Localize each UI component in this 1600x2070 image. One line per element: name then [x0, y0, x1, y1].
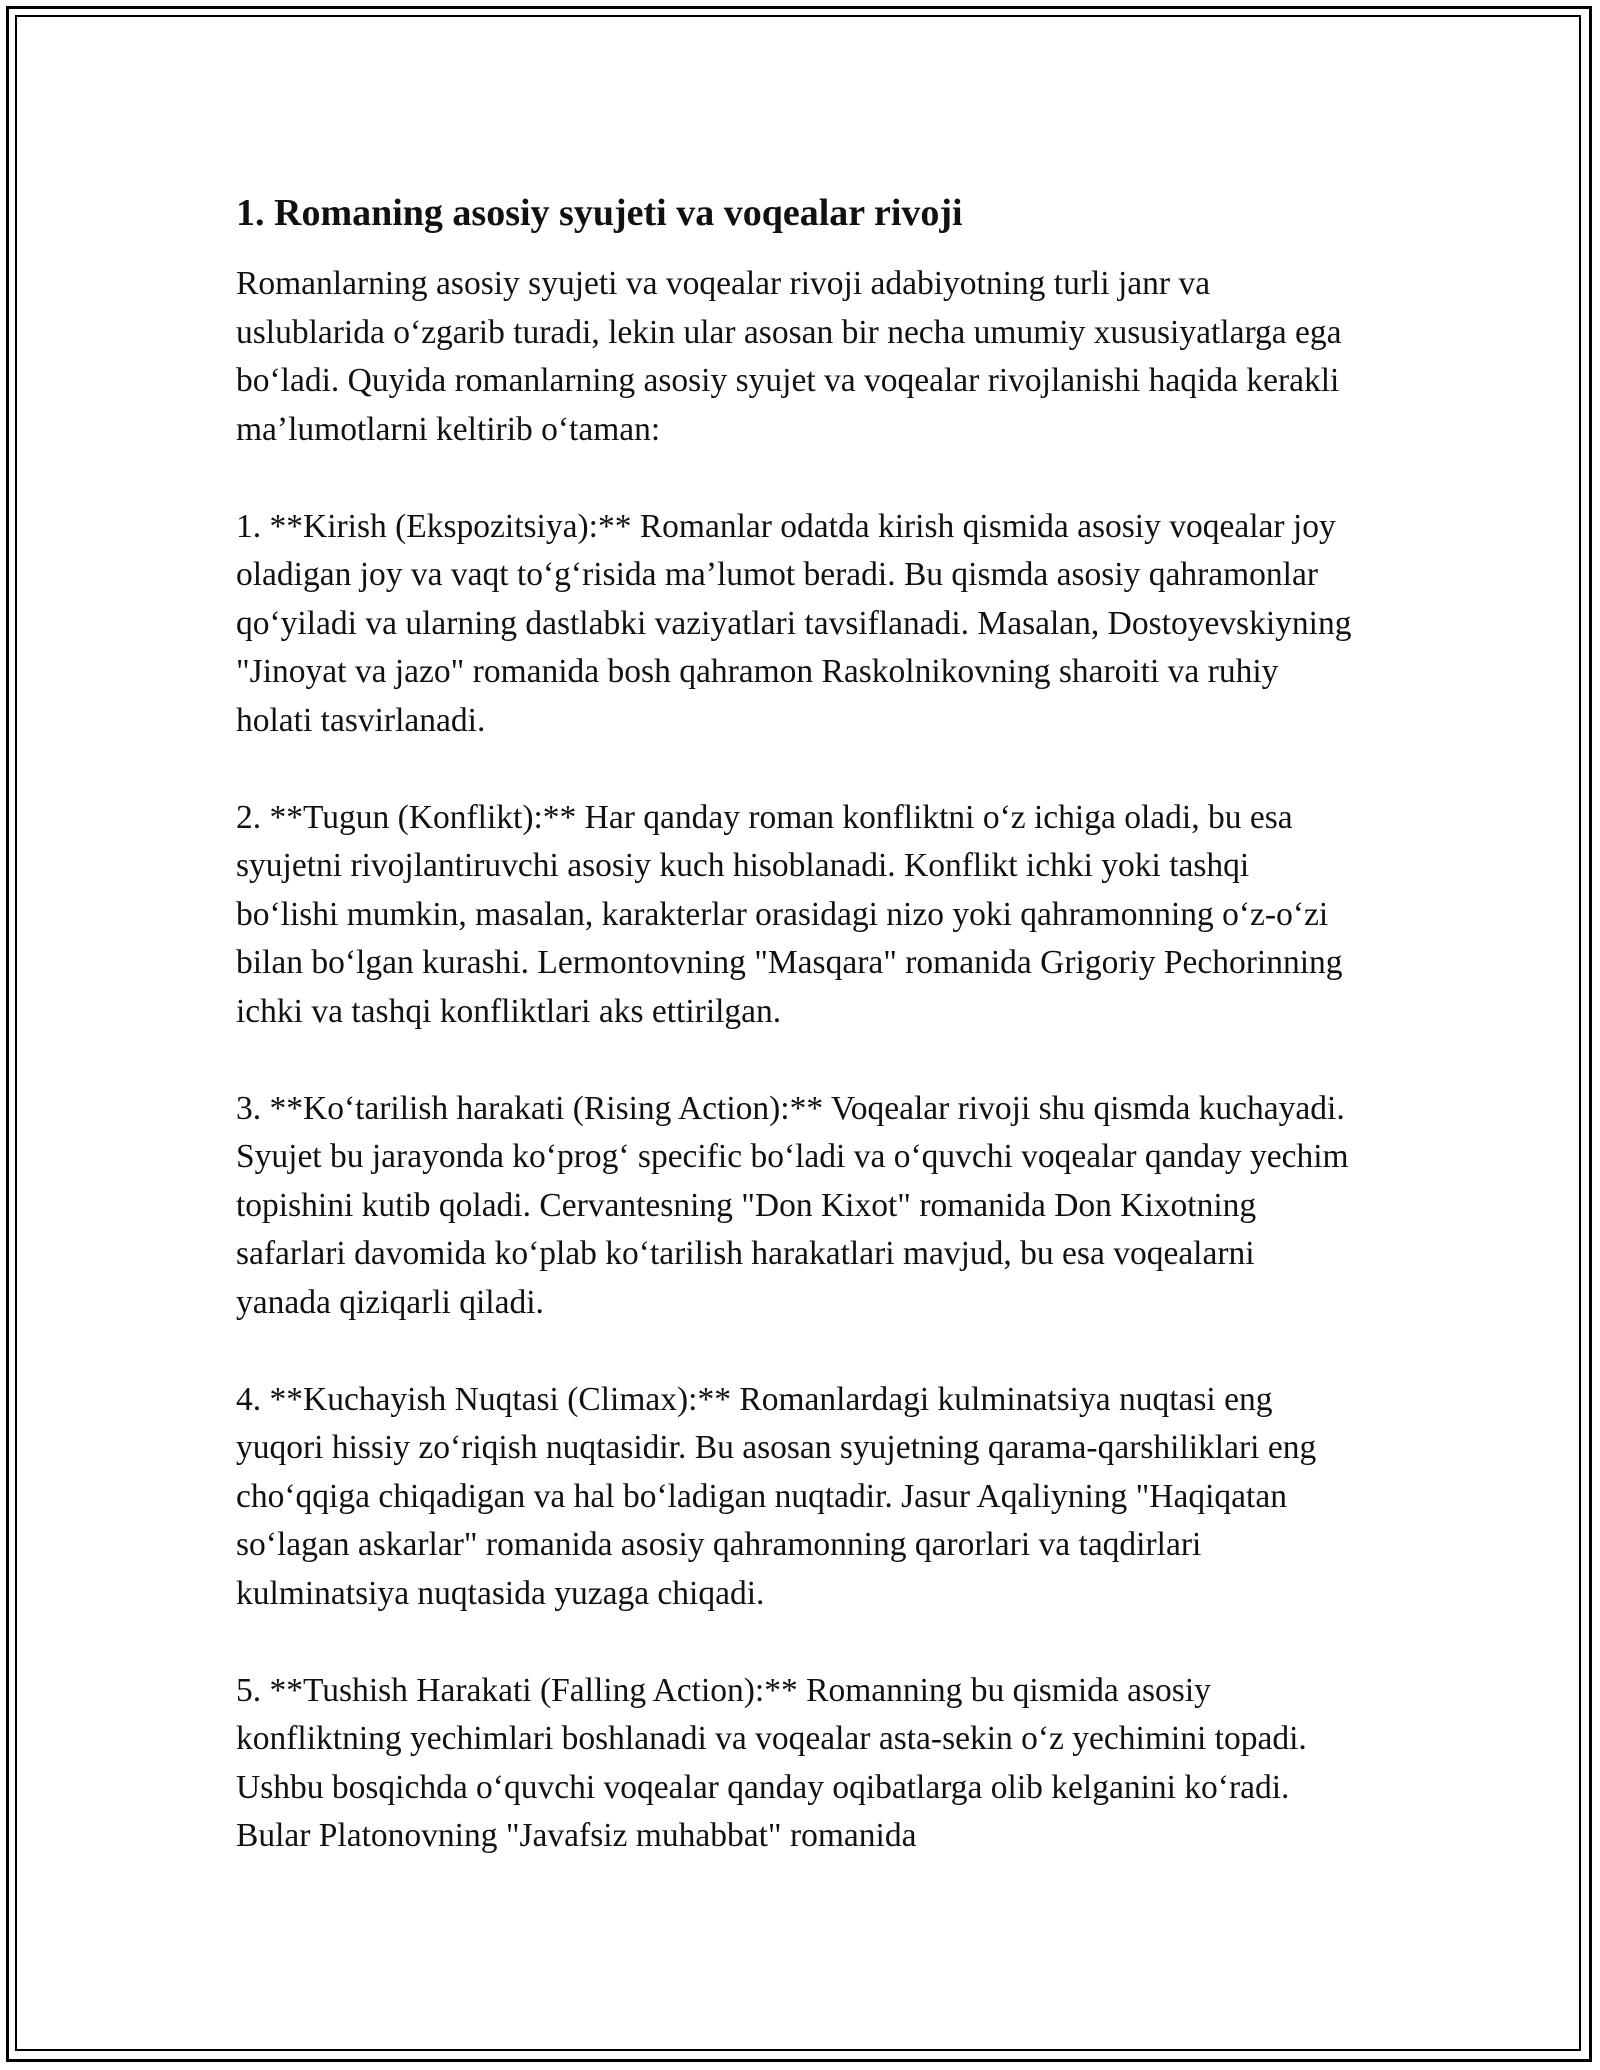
- paragraph-kirish: 1. **Kirish (Ekspozitsiya):** Romanlar odatda kirish qismida asosiy voqealar joy oladigan joy va vaqt toʻgʻrisida maʼlumot beradi. Bu qismda asosiy qahramonlar qoʻyiladi va ularning dastlabki vaziyatlari tavsiflanadi. Masalan, Dostoyevskiyning "Jinoyat va jazo" romanida bosh qahramon Raskolnikovning sharoiti va ruhiy holati tasvirlanadi.: [236, 507, 1352, 739]
- paragraph-rising-action: 3. **Koʻtarilish harakati (Rising Action):** Voqealar rivoji shu qismda kuchayadi. Syujet bu jarayonda koʻprogʻ specific boʻladi va oʻquvchi voqealar qanday yechim topishini kutib qoladi. Cervantesning "Don Kixot" romanida Don Kixotning safarlari davomida koʻplab koʻtarilish harakatlari mavjud, bu esa voqealarni yanada qiziqarli qiladi.: [236, 1089, 1349, 1321]
- document-body: [236, 188, 1356, 1909]
- paragraph-tugun: 2. **Tugun (Konflikt):** Har qanday roman konfliktni oʻz ichiga oladi, bu esa syujetni rivojlantiruvchi asosiy kuch hisoblanadi. Konflikt ichki yoki tashqi boʻlishi mumkin, masalan, karakterlar orasidagi nizo yoki qahramonning oʻz-oʻzi bilan boʻlgan kurashi. Lermontovning "Masqara" romanida Grigoriy Pechorinning ichki va tashqi konfliktlari aks ettirilgan.: [236, 798, 1343, 1030]
- paragraph-climax: 4. **Kuchayish Nuqtasi (Climax):** Romanlardagi kulminatsiya nuqtasi eng yuqori hissiy zoʻriqish nuqtasidir. Bu asosan syujetning qarama-qarshiliklari eng choʻqqiga chiqadigan va hal boʻladigan nuqtadir. Jasur Aqaliyning "Haqiqatan soʻlagan askarlar" romanida asosiy qahramonning qarorlari va taqdirlari kulminatsiya nuqtasida yuzaga chiqadi.: [236, 1380, 1317, 1612]
- intro-paragraph: Romanlarning asosiy syujeti va voqealar rivoji adabiyotning turli janr va uslublarida oʻzgarib turadi, lekin ular asosan bir necha umumiy xususiyatlarga ega boʻladi. Quyida romanlarning asosiy syujet va voqealar rivojlanishi haqida kerakli maʼlumotlarni keltirib oʻtaman:: [236, 265, 1342, 448]
- section-heading: 1. Romaning asosiy syujeti va voqealar rivoji: [236, 192, 963, 234]
- paragraph-falling-action: 5. **Tushish Harakati (Falling Action):** Romanning bu qismida asosiy konfliktning yechimlari boshlanadi va voqealar asta-sekin oʻz yechimini topadi. Ushbu bosqichda oʻquvchi voqealar qanday oqibatlarga olib kelganini koʻradi. Bular Platonovning "Javafsiz muhabbat" romanida: [236, 1671, 1307, 1854]
